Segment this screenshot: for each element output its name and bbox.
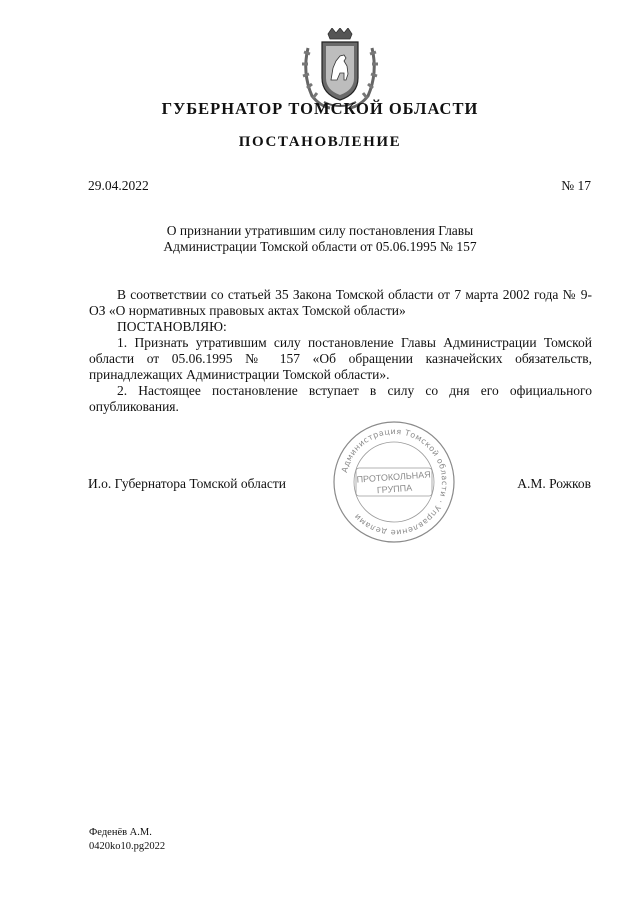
preamble-block	[89, 287, 592, 335]
official-stamp	[332, 420, 456, 544]
item-1-text: 1. Признать утратившим силу постановление Главы Администрации Томской области от 05.06.1995 № 157 «Об обращении казначейских обязательств, принадлежащих Администрации Томской области».	[89, 335, 592, 382]
footer-block	[89, 826, 165, 854]
signatory-position: И.о. Губернатора Томской области	[88, 476, 286, 491]
document-type-title: ПОСТАНОВЛЕНИЕ	[238, 134, 402, 150]
item-1	[89, 335, 592, 383]
footer-code: 0420ko10.pg2022	[89, 841, 166, 852]
svg-text:ГРУППА: ГРУППА	[376, 482, 413, 496]
decree-word: ПОСТАНОВЛЯЮ:	[117, 319, 227, 334]
signatory-name: А.М. Рожков	[517, 476, 591, 491]
item-2	[89, 383, 592, 415]
svg-text:ПРОТОКОЛЬНАЯ: ПРОТОКОЛЬНАЯ	[356, 469, 432, 485]
preamble-text: В соответствии со статьей 35 Закона Томской области от 7 марта 2002 года № 9-ОЗ «О нормативных правовых актах Томской области»	[89, 287, 592, 318]
document-date: 29.04.2022	[88, 178, 149, 193]
stamp-ring-text: Администрация Томской области · Управление делами	[339, 426, 450, 538]
footer-author: Феденёв А.М.	[89, 827, 152, 838]
subject-line: Администрации Томской области от 05.06.1995 № 157	[163, 239, 477, 254]
coat-of-arms-emblem	[300, 28, 380, 110]
document-number: № 17	[561, 178, 591, 193]
authority-title: ГУБЕРНАТОР ТОМСКОЙ ОБЛАСТИ	[161, 99, 479, 118]
item-2-text: 2. Настоящее постановление вступает в силу со дня его официального опубликования.	[89, 383, 592, 414]
subject-line: О признании утратившим силу постановления Главы	[166, 223, 474, 238]
document-subject	[0, 223, 640, 255]
